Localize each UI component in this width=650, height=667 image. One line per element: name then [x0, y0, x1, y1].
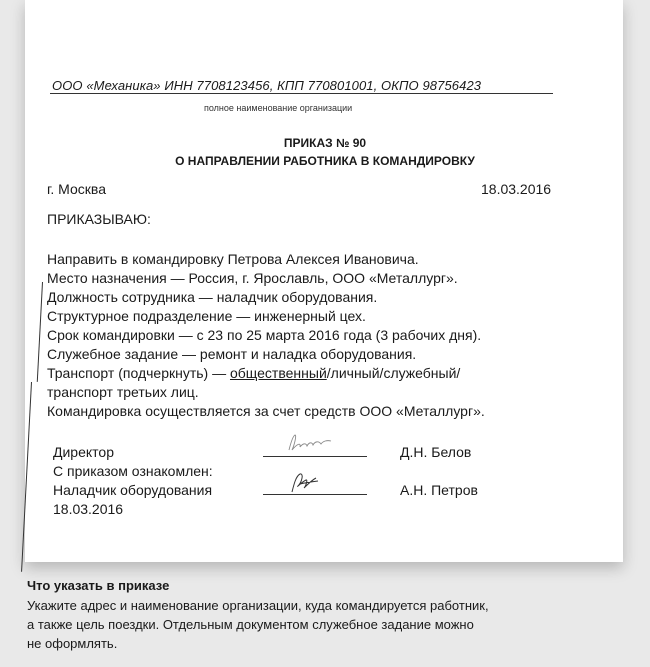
order-line-destination: Место назначения — Россия, г. Ярославль, ООО «Металлург».: [47, 270, 458, 286]
employee-sign-date: 18.03.2016: [53, 501, 124, 517]
order-line-employee: Направить в командировку Петрова Алексея Ивановича.: [47, 251, 419, 267]
organization-details: ООО «Механика» ИНН 7708123456, КПП 770801001, ОКПО 98756423: [52, 78, 482, 93]
employee-name: А.Н. Петров: [400, 482, 478, 498]
note-line: не оформлять.: [27, 636, 118, 651]
order-line-department: Структурное подразделение — инженерный цех.: [47, 308, 366, 324]
order-line-position: Должность сотрудника — наладчик оборудования.: [47, 289, 378, 305]
acquainted-label: С приказом ознакомлен:: [53, 463, 213, 479]
employee-signature: [286, 470, 326, 496]
order-subtitle: О НАПРАВЛЕНИИ РАБОТНИКА В КОМАНДИРОВКУ: [175, 154, 475, 168]
transport-prefix: Транспорт (подчеркнуть) —: [47, 365, 230, 381]
director-signature: [285, 432, 345, 454]
order-command: ПРИКАЗЫВАЮ:: [47, 211, 151, 227]
order-city: г. Москва: [47, 181, 106, 197]
order-line-transport-cont: транспорт третьих лиц.: [47, 384, 199, 400]
note-line: Укажите адрес и наименование организации, куда командируется работник,: [27, 598, 489, 613]
employee-label: Наладчик оборудования: [53, 482, 213, 498]
organization-underline: [50, 93, 553, 94]
note-title: Что указать в приказе: [27, 578, 170, 593]
order-date: 18.03.2016: [481, 181, 552, 197]
order-line-task: Служебное задание — ремонт и наладка оборудования.: [47, 346, 417, 362]
transport-selected: общественный: [229, 365, 327, 381]
order-line-transport: [47, 364, 460, 382]
director-label: Директор: [53, 444, 114, 460]
director-name: Д.Н. Белов: [400, 444, 472, 460]
transport-rest: /личный/служебный/: [326, 365, 461, 381]
note-body: [27, 596, 627, 653]
organization-caption: полное наименование организации: [204, 103, 353, 113]
order-line-funding: Командировка осуществляется за счет средств ООО «Металлург».: [47, 403, 485, 419]
note-line: а также цель поездки. Отдельным документом служебное задание можно: [27, 617, 474, 632]
order-title: ПРИКАЗ № 90: [283, 136, 367, 150]
order-line-period: Срок командировки — с 23 по 25 марта 2016 года (3 рабочих дня).: [47, 327, 482, 343]
director-signature-line: [263, 456, 367, 457]
